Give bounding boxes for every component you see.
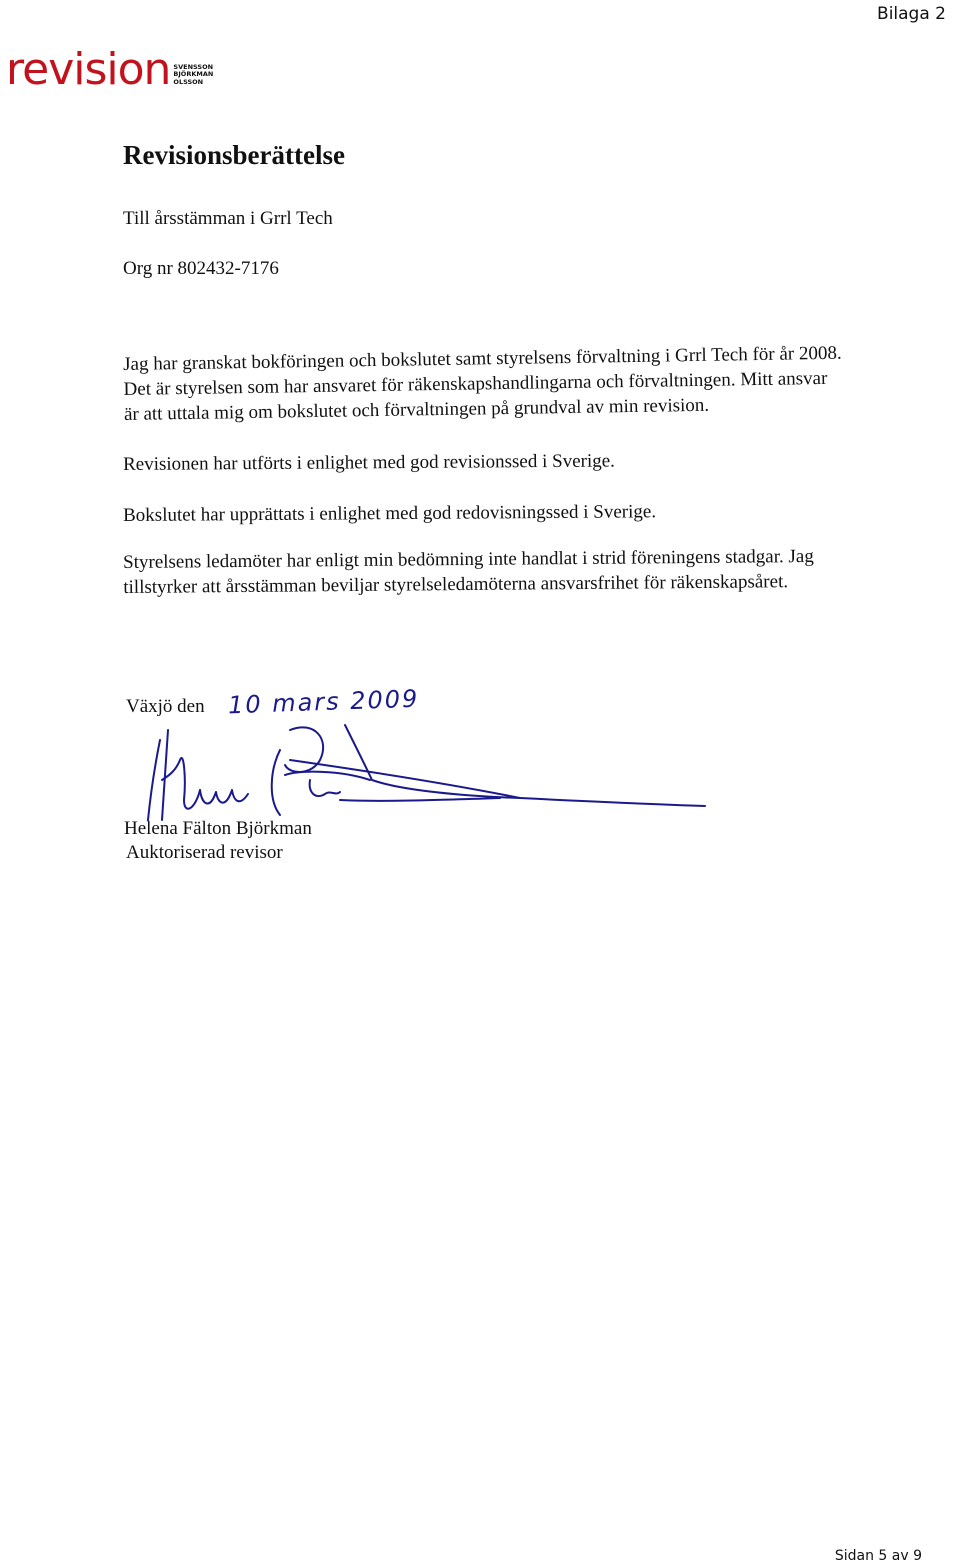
handwritten-signature (140, 720, 710, 830)
handwritten-date: 10 mars 2009 (227, 684, 420, 720)
audit-paragraph-1 (123, 341, 843, 427)
addressee-line: Till årsstämman i Grrl Tech (123, 208, 333, 229)
attachment-label: Bilaga 2 (877, 4, 946, 24)
paragraph-line: Jag har granskat bokföringen och bokslutet samt styrelsens förvaltning i Grrl Tech för år 2008. (123, 342, 842, 375)
page-indicator: Sidan 5 av 9 (834, 1548, 922, 1564)
paragraph-line: Styrelsens ledamöter har enligt min bedömning inte handlat i strid föreningens stadgar. Jag (123, 545, 814, 573)
logo-name-1: SVENSSON (173, 62, 214, 71)
paragraph-line: tillstyrker att årsstämman beviljar styrelseledamöterna ansvarsfrihet för räkenskapsåret. (123, 571, 789, 598)
logo-wordmark: revision (6, 44, 171, 95)
audit-paragraph-2: Revisionen har utförts i enlighet med god revisionssed i Sverige. (123, 450, 615, 475)
logo-partner-names (173, 64, 213, 87)
document-title: Revisionsberättelse (123, 140, 345, 170)
audit-paragraph-3: Bokslutet har upprättats i enlighet med god redovisningssed i Sverige. (123, 501, 657, 526)
company-logo (6, 42, 214, 95)
org-number-line: Org nr 802432-7176 (123, 258, 279, 279)
audit-paragraph-4 (123, 544, 814, 600)
signing-place-label: Växjö den (126, 696, 205, 717)
paragraph-line: Det är styrelsen som har ansvaret för räkenskapshandlingarna och förvaltningen. Mitt ansvar (123, 367, 828, 400)
signer-name: Helena Fälton Björkman (124, 818, 312, 839)
logo-name-2: BJÖRKMAN (173, 70, 214, 78)
paragraph-line: är att uttala mig om bokslutet och förvaltningen på grundval av min revision. (123, 394, 710, 425)
signer-title: Auktoriserad revisor (126, 842, 283, 863)
logo-name-3: OLSSON (173, 77, 204, 86)
